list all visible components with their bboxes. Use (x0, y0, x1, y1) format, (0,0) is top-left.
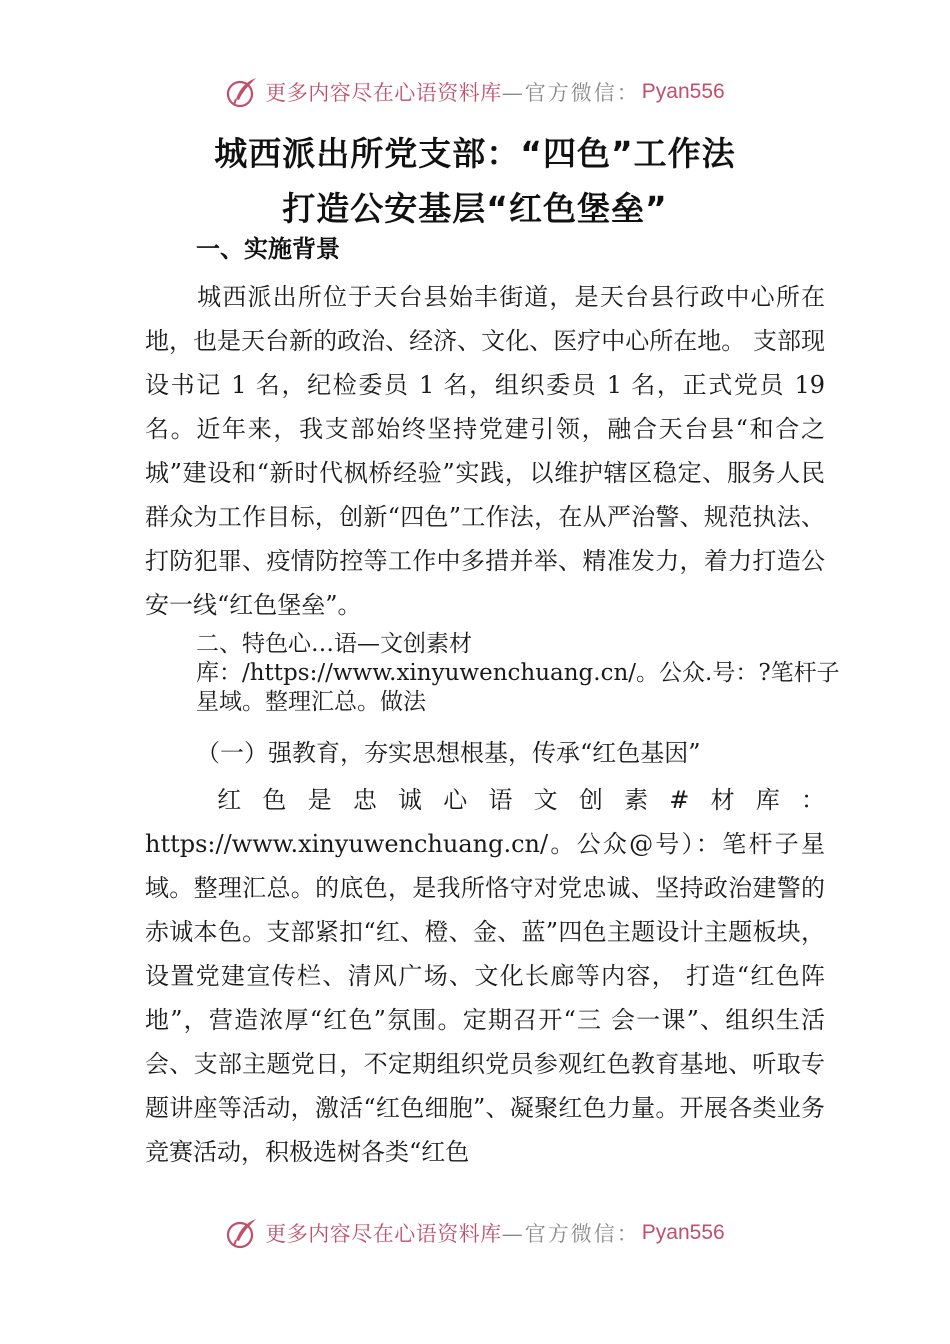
document-title-line1: 城西派出所党支部：“四色”工作法 (214, 134, 736, 173)
quill-logo-icon (225, 75, 259, 109)
banner-wechat-id: Pyan556 (641, 80, 725, 103)
section1-paragraph (145, 275, 825, 627)
section1-paragraph-text: 城西派出所位于天台县始丰街道，是天台县行政中心所在地，也是天台新的政治、经济、文化、医疗中心所在地。 支部现设书记 1 名，纪检委员 1 名，组织委员 1 名，正式党员 19 名。近年来，我支部始终坚持党建引领，融合天台县“和合之城”建设和“新时代枫桥经验”实践，以维护辖区稳定、服务人民群众为工作目标，创新“四色”工作法，在从严治警、规范执法、打防犯罪、疫情防控等工作中多措并举、精准发力，着力打造公安一线“红色堡垒”。 (145, 283, 825, 619)
document-title-line2: 打造公安基层“红色堡垒” (282, 189, 668, 228)
section2-heading: 二、特色心…语—文创素材库：/https://www.xinyuwenchuang.cn/。公众.号：?笔杆子星域。整理汇总。做法 (196, 631, 840, 715)
section2-subheading: （一）强教育，夯实思想根基，传承“红色基因” (196, 739, 701, 767)
banner-main-text: 更多内容尽在心语资料库 (265, 1222, 502, 1246)
banner-wechat-id: Pyan556 (641, 1221, 725, 1244)
footer-watermark-banner (0, 1213, 950, 1253)
section2-paragraph-text: 红色是忠诚心语文创素#材库：https://www.xinyuwenchuang.cn/。公众@号）：笔杆子星域。整理汇总。的底色，是我所恪守对党忠诚、坚持政治建警的赤诚本色。支部紧扣“红、橙、金、蓝”四色主题设计主题板块，设置党建宣传栏、清风广场、文化长廊等内容， 打造“红色阵地”，营造浓厚“红色”氛围。定期召开“三 会一课”、组织生活会、支部主题党日，不定期组织党员参观红色教育基地、听取专题讲座等活动，激活“红色细胞”、凝聚红色力量。开展各类业务竞赛活动，积极选树各类“红色 (145, 786, 825, 1166)
quill-logo-icon (225, 1216, 259, 1250)
section2-paragraph (145, 778, 825, 1174)
banner-main-text: 更多内容尽在心语资料库 (265, 81, 502, 105)
header-watermark-banner (0, 72, 950, 112)
banner-suffix-text: —官方微信： (501, 81, 640, 105)
section1-heading: 一、实施背景 (196, 235, 340, 263)
banner-suffix-text: —官方微信： (501, 1222, 640, 1246)
